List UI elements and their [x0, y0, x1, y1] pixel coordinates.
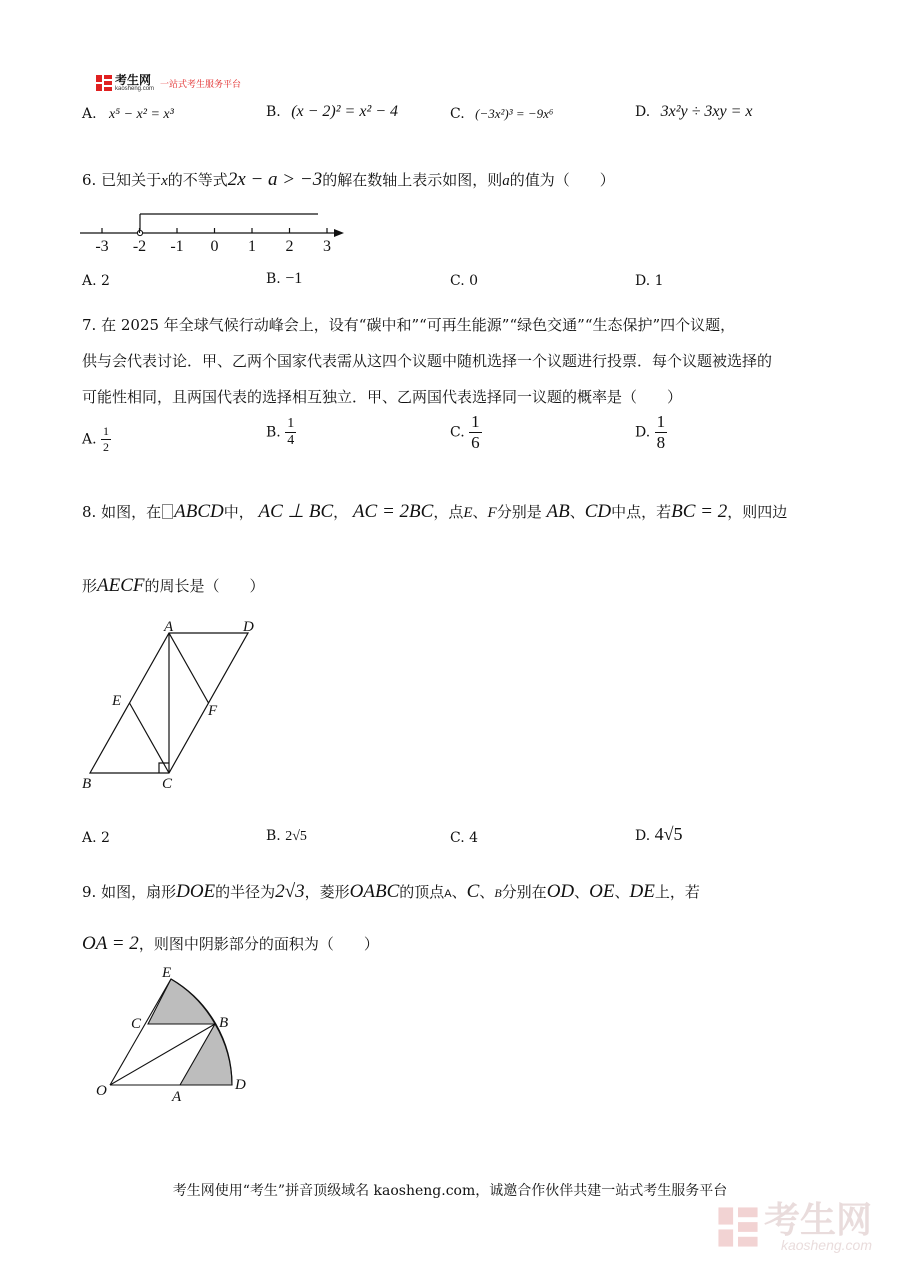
q6-text-2: 的不等式 [167, 171, 228, 189]
q7-options [82, 412, 782, 462]
q9-stem-line2 [82, 932, 379, 957]
label-o: O [96, 1083, 107, 1099]
numerator: 1 [656, 412, 666, 431]
option-value: 1 [654, 273, 664, 289]
fraction [469, 412, 482, 453]
denominator: 2 [103, 440, 110, 454]
q8-parallelogram: ABCD [174, 501, 224, 522]
header-logo [95, 72, 241, 94]
q6-option-b [266, 270, 302, 288]
q6-option-a [82, 273, 110, 289]
option-label: D. [635, 273, 651, 289]
q9-text: 如图，扇形 [101, 883, 177, 901]
option-label: C. [450, 424, 465, 441]
q6-var-x: x [161, 173, 168, 189]
option-label: A. [82, 431, 97, 448]
watermark-logo-icon [716, 1205, 760, 1249]
q8-stem-line2 [82, 574, 265, 599]
q8-point-e: E [463, 505, 473, 521]
q8-quad: AECF [97, 575, 145, 596]
denominator: 4 [287, 433, 295, 448]
option-value: 2 [101, 273, 110, 289]
q9-cond: OA = 2 [82, 933, 139, 954]
q9-text: ，则图中阴影部分的面积为（ ） [138, 935, 379, 953]
q8-options [82, 826, 782, 850]
numberline-tick-label: -3 [95, 238, 109, 255]
option-label: B. [266, 828, 281, 844]
q9-vertex-c: C [466, 881, 480, 902]
q9-sector: DOE [176, 881, 216, 902]
q8-text: 中， [223, 503, 254, 521]
q8-text: ，则四边 [727, 503, 788, 521]
q8-text: 的周长是（ ） [144, 577, 265, 595]
q5-option-a [82, 106, 174, 123]
label-d: D [243, 619, 254, 635]
q7-line-2: 供与会代表讨论．甲、乙两个国家代表需从这四个议题中随机选择一个议题进行投票．每个议题被选择的 [82, 352, 773, 370]
q8-option-c [450, 830, 478, 846]
label-a: A [164, 619, 174, 635]
numberline-tick-label: -1 [170, 238, 184, 255]
q6-var-a: a [502, 173, 510, 189]
q9-text: 、 [614, 883, 630, 901]
q6-text-1: 已知关于 [101, 171, 162, 189]
option-label: D. [635, 424, 651, 441]
q7-line-1: 在 2025 年全球气候行动峰会上，设有“碳中和”“可再生能源”“绿色交通”“生态保护”四个议题， [101, 316, 736, 334]
q8-seg-cd: CD [584, 501, 612, 522]
denominator: 8 [656, 433, 666, 452]
q8-stem-line1 [82, 500, 787, 525]
numerator: 1 [471, 412, 480, 431]
logo-icon [95, 74, 113, 92]
label-c: C [162, 776, 173, 792]
numberline-tick-label: 0 [210, 238, 219, 255]
q9-radius: 2√3 [275, 881, 305, 902]
q7-option-d [635, 412, 667, 453]
q8-cond-1: AC ⊥ BC [258, 501, 334, 522]
numberline-tick-label: 1 [248, 238, 256, 255]
q9-text: 、 [574, 883, 590, 901]
question-number: 8. [82, 503, 97, 521]
q9-text: 、 [451, 883, 467, 901]
option-label: D. [635, 104, 651, 120]
q6-option-c [450, 273, 478, 289]
q8-text: ，点 [433, 503, 464, 521]
q5-expr-a: x⁵ − x² = x³ [109, 107, 174, 122]
q9-text: 分别在 [501, 883, 547, 901]
fraction [101, 424, 111, 455]
shaded-region-bottom [180, 1024, 232, 1085]
q6-number-line [80, 205, 350, 257]
label-e: E [162, 965, 172, 981]
numerator: 1 [287, 416, 295, 431]
q6-options [82, 270, 782, 293]
label-d: D [235, 1077, 246, 1093]
label-a: A [172, 1089, 182, 1105]
numerator: 1 [103, 424, 110, 438]
q9-figure [92, 962, 262, 1107]
q8-text: 如图，在 [101, 503, 162, 521]
option-value: 4 [469, 830, 479, 846]
label-e: E [112, 693, 122, 709]
watermark-title: 考生网 [764, 1199, 873, 1240]
q9-line-oe: OE [589, 881, 615, 902]
q8-text: 形 [82, 577, 98, 595]
option-label: A. [82, 830, 97, 846]
label-c: C [131, 1016, 142, 1032]
option-label: A. [82, 106, 97, 122]
q9-text: ，菱形 [304, 883, 350, 901]
option-label: C. [450, 106, 465, 122]
q6-text-3: 的解在数轴上表示如图，则 [322, 171, 503, 189]
q8-text: 、 [569, 503, 585, 521]
q5-option-b [266, 103, 398, 121]
q6-stem [82, 168, 615, 193]
q5-expr-b: (x − 2)² = x² − 4 [291, 103, 399, 120]
logo-slogan: 一站式考生服务平台 [160, 78, 242, 89]
q8-seg-ab: AB [546, 501, 570, 522]
q8-cond-3: BC = 2 [671, 501, 728, 522]
q9-line-od: OD [546, 881, 575, 902]
q8-option-b [266, 828, 307, 845]
q9-vertex-b: B [494, 886, 502, 900]
q5-option-c [450, 106, 553, 122]
numberline-tick-label: 2 [285, 238, 294, 255]
q7-option-a [82, 424, 111, 455]
logo-title: 考生网 [115, 73, 152, 87]
q8-text: 分别是 [496, 503, 542, 521]
option-label: C. [450, 273, 465, 289]
q8-cond-2: AC = 2BC [352, 501, 434, 522]
fraction [655, 412, 668, 453]
logo-domain: kaosheng.com [115, 86, 155, 92]
q9-text: 上，若 [654, 883, 700, 901]
q8-figure [78, 615, 268, 795]
label-b: B [82, 776, 92, 792]
option-value: −1 [285, 270, 303, 287]
q9-stem-line1 [82, 880, 700, 905]
q5-option-d [635, 103, 753, 121]
question-number: 7. [82, 316, 97, 334]
footer-text: 考生网使用“考生”拼音顶级域名 kaosheng.com，诚邀合作伙伴共建一站式考生服务平台 [172, 1183, 728, 1199]
numberline-tick-label: 3 [323, 238, 331, 255]
q9-vertex-a: A [444, 888, 452, 900]
q9-rhombus: OABC [349, 881, 400, 902]
option-label: B. [266, 271, 281, 287]
q7-option-c [450, 412, 482, 453]
q8-text: 中点，若 [611, 503, 672, 521]
label-f: F [208, 703, 218, 719]
q7-line-3: 可能性相同，且两国代表的选择相互独立．甲、乙两国代表选择同一议题的概率是（ ） [82, 388, 683, 406]
q5-expr-c: (−3x²)³ = −9x⁶ [475, 106, 554, 121]
q8-text: ， [333, 503, 349, 521]
q8-option-a [82, 830, 110, 846]
segment-oe [110, 979, 171, 1085]
option-value: 0 [469, 273, 479, 289]
q9-arc-de: DE [629, 881, 655, 902]
watermark-domain: kaosheng.com [780, 1237, 873, 1253]
label-b: B [219, 1015, 229, 1031]
q9-text: 、 [479, 883, 495, 901]
option-label: A. [82, 273, 97, 289]
q7-stem [82, 307, 772, 415]
denominator: 6 [471, 433, 480, 452]
footer-watermark [716, 1199, 873, 1253]
option-label: C. [450, 830, 465, 846]
q6-text-4: 的值为（ ） [509, 171, 615, 189]
fraction [285, 416, 296, 449]
option-value: 4√5 [654, 824, 683, 844]
option-label: B. [266, 424, 281, 441]
q8-option-d [635, 824, 683, 845]
q9-text: 的半径为 [215, 883, 276, 901]
option-value: 2√5 [285, 829, 307, 844]
q5-expr-d: 3x²y ÷ 3xy = x [660, 103, 753, 120]
q8-text: 、 [472, 503, 488, 521]
question-number: 9. [82, 883, 97, 901]
q6-option-d [635, 273, 664, 289]
parallelogram-symbol [162, 504, 173, 519]
numberline-tick-label: -2 [132, 238, 147, 255]
question-number: 6. [82, 171, 97, 189]
option-value: 2 [101, 830, 110, 846]
option-label: D. [635, 828, 651, 844]
segment-af [169, 633, 209, 703]
q6-inequality: 2x − a > −3 [227, 169, 323, 190]
option-label: B. [266, 104, 281, 120]
q7-option-b [266, 416, 296, 449]
q9-text: 的顶点 [399, 883, 445, 901]
q8-point-f: F [487, 505, 497, 521]
